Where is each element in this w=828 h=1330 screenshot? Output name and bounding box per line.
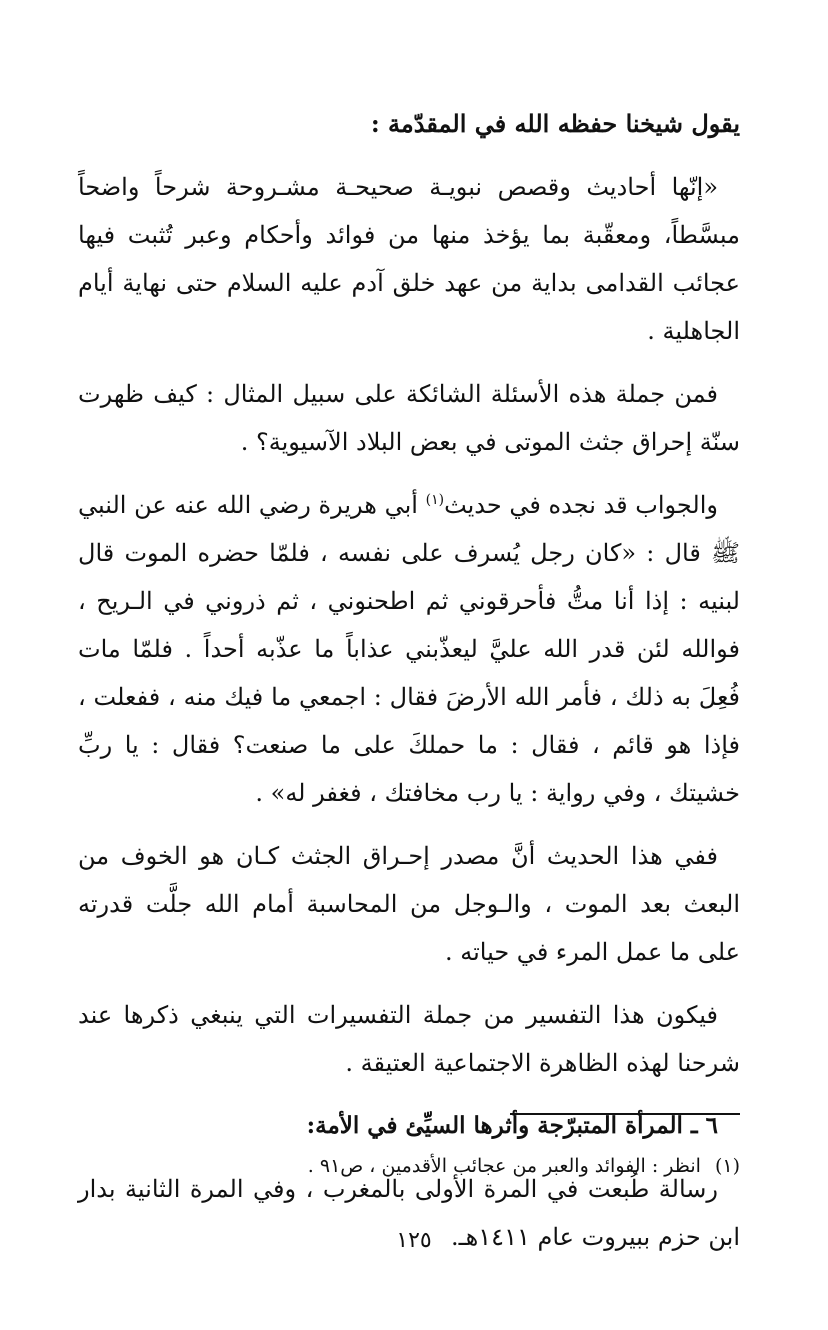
explanation-paragraph: فيكون هذا التفسير من جملة التفسيرات التي ينبغي ذكرها عند شرحنا لهذه الظاهرة الاجتماعية العتيقة . bbox=[78, 1001, 740, 1077]
page-number: ١٢٥ bbox=[396, 1228, 432, 1253]
footnote-text: انظر : الفوائد والعبر من عجائب الأقدمين ، ص٩١ . bbox=[307, 1155, 701, 1177]
footnote bbox=[78, 1150, 740, 1182]
footnote-divider bbox=[510, 1113, 740, 1115]
answer-text-start: والجواب قد نجده في حديث bbox=[444, 491, 718, 519]
answer-paragraph bbox=[78, 481, 740, 817]
intro-line: يقول شيخنا حفظه الله في المقدّمة : bbox=[370, 109, 740, 138]
answer-text-rest: أبي هريرة رضي الله عنه عن النبي ﷺ قال : «كان رجل يُسرف على نفسه ، فلمّا حضره الموت قال لبنيه : إذا أنا متُّ فأحرقوني ثم اطحنوني ، ثم ذروني في الـريح ، فوالله لئن قدر الله عليَّ ليعذّبني عذاباً ما عذّبه أحداً . فلمّا مات فُعِلَ به ذلك ، فأمر الله الأرضَ فقال : اجمعي ما فيك منه ، ففعلت ، فإذا هو قائم ، فقال : ما حملكَ على ما صنعت؟ فقال : يا ربِّ خشيتك ، وفي رواية : يا رب مخافتك ، فغفر له» . bbox=[78, 491, 740, 807]
main-text bbox=[78, 100, 740, 1276]
footnote-reference[interactable]: (١) bbox=[425, 492, 445, 508]
question-paragraph: فمن جملة هذه الأسئلة الشائكة على سبيل المثال : كيف ظهرت سنّة إحراق جثث الموتى في بعض البلاد الآسيوية؟ . bbox=[78, 380, 740, 456]
quote-paragraph: «إنّها أحاديث وقصص نبويـة صحيحـة مشـروحة شرحاً واضحاً مبسَّطاً، ومعقّبة بما يؤخذ منها من فوائد وأحكام وعبر تُثبت فيها عجائب القدامى بداية من عهد خلق آدم عليه السلام حتى نهاية أيام الجاهلية . bbox=[78, 173, 740, 345]
footnote-number: (١) bbox=[714, 1155, 740, 1177]
section-heading: ٦ ـ المرأة المتبرّجة وأثرها السيِّئ في الأمة: bbox=[306, 1112, 718, 1139]
publication-paragraph: رسالة طُبعت في المرة الأولى بالمغرب ، وفي المرة الثانية بدار ابن حزم ببيروت عام ١٤١١هـ. bbox=[78, 1175, 740, 1251]
lesson-paragraph: ففي هذا الحديث أنَّ مصدر إحـراق الجثث كـان هو الخوف من البعث بعد الموت ، والـوجل من المحاسبة أمام الله جلَّت قدرته على ما عمل المرء في حياته . bbox=[78, 842, 740, 966]
